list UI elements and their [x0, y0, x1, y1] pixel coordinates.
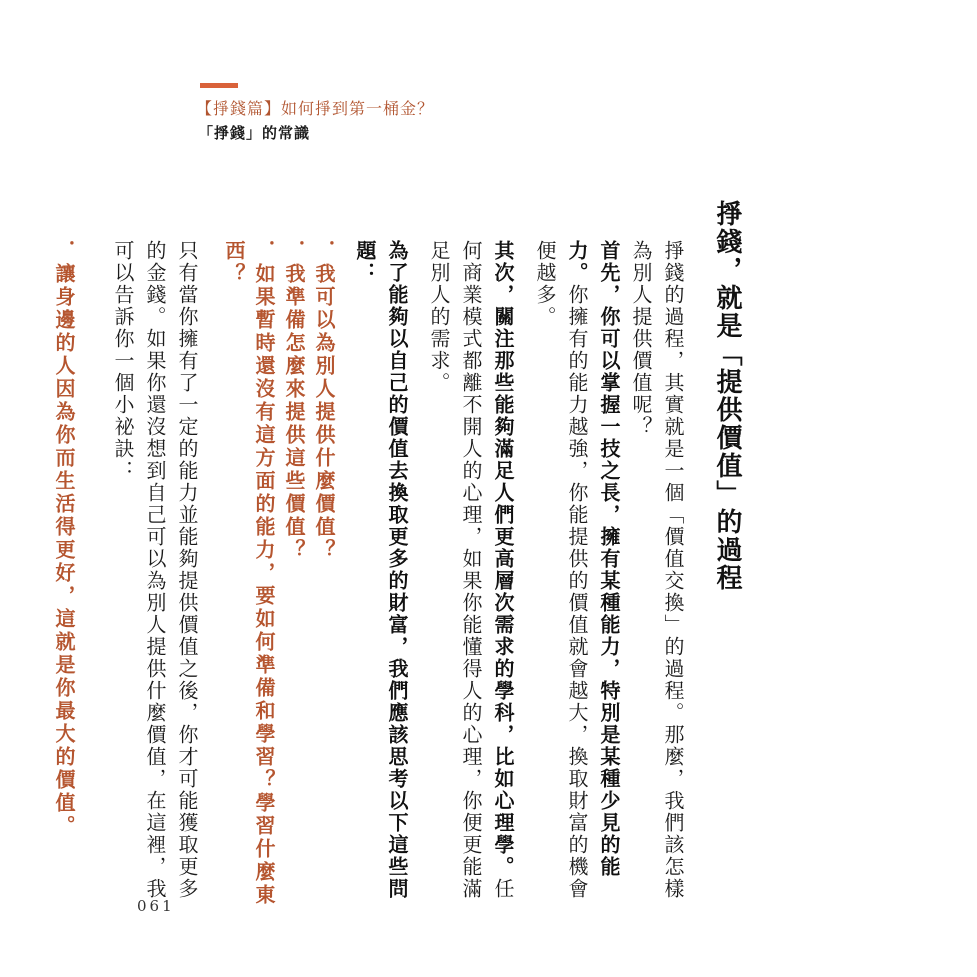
paragraph-3: [423, 200, 519, 920]
paragraph-2-emphasis: 首先，你可以掌握一技之長，擁有某種能力，特別是某種少見的能力。: [565, 240, 621, 878]
running-title: 【掙錢篇】如何掙到第一桶金？: [196, 99, 435, 118]
paragraph-3-body: 任何商業模式都離不開人的心理，如果你能懂得人的心理，你便更能滿足別人的需求。: [427, 240, 515, 900]
section-title: 「掙錢」的常識: [198, 124, 311, 142]
paragraph-2-body: 你擁有的能力越強，你能提供的價值就會越大，換取財富的機會便越多。: [533, 240, 589, 900]
paragraph-1: 掙錢的過程，其實就是一個「價值交換」的過程。那麼，我們該怎樣為別人提供價值呢？: [629, 240, 685, 900]
question-item: ．如果暫時還沒有這方面的能力，要如何準備和學習？學習什麼東西？: [222, 240, 276, 907]
chapter-heading: 掙錢，就是「提供價值」的過程: [712, 200, 742, 592]
paragraph-5: 只有當你擁有了一定的能力並能夠提供價值之後，你才可能獲取更多的金錢。如果你還沒想到自己可以為別人提供什麼價值，在這裡，我可以告訴你一個小祕訣：: [111, 240, 199, 900]
page-number: 061: [137, 897, 175, 915]
header-accent-rule: [200, 83, 238, 88]
final-bullet: ．讓身邊的人因為你而生活得更好，這就是你最大的價值。: [52, 240, 76, 838]
question-item: ．我準備怎麼來提供這些價值？: [282, 240, 306, 562]
question-item: ．我可以為別人提供什麼價值？: [312, 240, 336, 562]
paragraph-2: [529, 200, 625, 920]
vertical-body-text: [49, 200, 747, 920]
question-list: [219, 200, 339, 920]
paragraph-4: 為了能夠以自己的價值去換取更多的財富，我們應該思考以下這些問題：: [353, 240, 409, 900]
paragraph-3-emphasis: 其次，關注那些能夠滿足人們更高層次需求的學科，比如心理學。: [491, 240, 515, 878]
